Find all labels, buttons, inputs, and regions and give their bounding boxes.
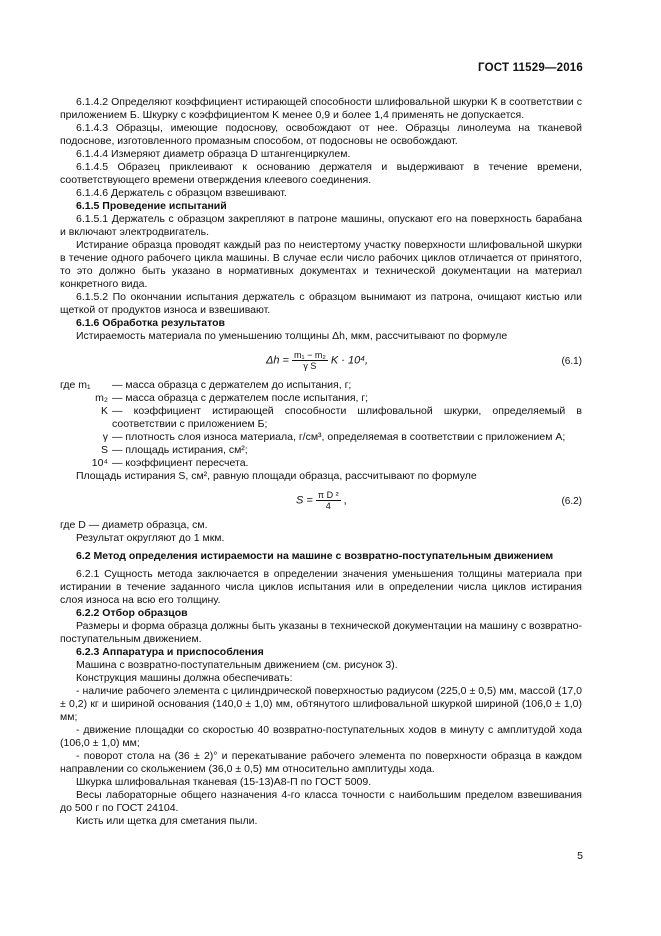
heading-6-1-6: 6.1.6 Обработка результатов [76, 317, 225, 329]
formula-6-1 [60, 346, 582, 376]
definition-symbol: 10⁴ [91, 457, 108, 469]
paragraph-6-2-3-g: Весы лабораторные общего назначения 4-го класса точности с наибольшим пределом взвешивания до 500 г по ГОСТ 24104. [60, 789, 582, 814]
formula-6-1-lhs: Δh = [266, 354, 289, 367]
formula-6-1-denominator: γ S [303, 361, 317, 371]
formula-6-1-rhs: K · 10⁴, [330, 354, 369, 367]
paragraph-6-1-4-5: 6.1.4.5 Образец приклеивают к основанию держателя и выдерживают в течение времени, соответствующего времени отверждения клеевого соединения. [60, 161, 582, 186]
definition-item [60, 392, 582, 405]
paragraph-6-1-4-4: 6.1.4.4 Измеряют диаметр образца D штангенциркулем. [76, 148, 351, 160]
paragraph-6-1-4-6: 6.1.4.6 Держатель с образцом взвешивают. [76, 187, 287, 199]
formula-6-1-fraction [292, 350, 328, 371]
definitions-list [60, 379, 582, 470]
formula-6-2 [60, 486, 582, 516]
paragraph-6-2-3-f: Шкурка шлифовальная тканевая (15-13)А8-П по ГОСТ 5009. [76, 776, 372, 788]
paragraph-6-2-3-e: - поворот стола на (36 ± 2)° и перекатывание рабочего элемента по поверхности образца в каждом направлении со скольжением (36,0 ± 0,5) мм относительно амплитуды хода. [60, 750, 582, 775]
definition-symbol: где m₁ [60, 379, 91, 391]
paragraph-6-1-4-2: 6.1.4.2 Определяют коэффициент истирающей способности шлифовальной шкурки K в соответствии с приложением Б. Шкурку с коэффициентом K менее 0,9 и более 1,4 применять не допускается. [60, 96, 582, 121]
definition-item [60, 444, 582, 457]
paragraph-6-2-3-c: - наличие рабочего элемента с цилиндрической поверхностью радиусом (225,0 ± 0,5) мм, массой (17,0 ± 0,2) кг и шириной основания (140,0 ± 1,0) мм, обтянутого шлифовальной шкуркой шириной (106,0 ± 1,0) мм; [60, 685, 582, 723]
paragraph-6-1-5-2: 6.1.5.2 По окончании испытания держатель с образцом вынимают из патрона, очищают кистью или щеткой от продуктов износа и взвешивают. [60, 291, 582, 316]
heading-6-2-2: 6.2.2 Отбор образцов [76, 607, 188, 619]
definition-symbol: γ [102, 431, 108, 443]
definition-text: — площадь истирания, см²; [112, 444, 248, 456]
formula-6-2-fraction [316, 490, 341, 511]
document-body [60, 96, 582, 828]
definition-item [60, 431, 582, 444]
formula-6-1-numerator: m₁ − m₂ [294, 350, 326, 360]
paragraph-6-2-3-h: Кисть или щетка для сметания пыли. [76, 815, 258, 827]
definition-text: — плотность слоя износа материала, г/см³, определяемая в соответствии с приложением А; [112, 431, 566, 443]
definition-symbol: S [100, 444, 108, 456]
formula-6-1-number: (6.1) [561, 356, 582, 367]
definition-text: — коэффициент истирающей способности шлифовальной шкурки, определяемый в соответствии с приложением Б; [112, 405, 582, 430]
paragraph-round: Результат округляют до 1 мкм. [76, 532, 225, 544]
definition-symbol: m₂ [95, 392, 108, 404]
formula-6-2-lhs: S = [296, 494, 313, 507]
definition-symbol: K [100, 405, 108, 417]
heading-6-1-5: 6.1.5 Проведение испытаний [76, 200, 227, 212]
page-number: 5 [577, 850, 583, 862]
formula-6-2-denominator: 4 [325, 501, 331, 511]
heading-6-2-3: 6.2.3 Аппаратура и приспособления [76, 646, 264, 658]
document-header: ГОСТ 11529—2016 [478, 62, 583, 74]
formula-6-1-expression [266, 350, 368, 371]
definition-text: — масса образца с держателем до испытания, г; [112, 379, 352, 391]
paragraph-6-2-2: Размеры и форма образца должны быть указаны в технической документации на машину с возвратно-поступательным движением. [60, 620, 582, 645]
paragraph-6-2-3-a: Машина с возвратно-поступательным движением (см. рисунок 3). [76, 659, 398, 671]
paragraph-where-d: где D — диаметр образца, см. [60, 519, 208, 531]
formula-6-2-numerator: π D ² [317, 490, 339, 500]
paragraph-6-1-5-1: 6.1.5.1 Держатель с образцом закрепляют в патроне машины, опускают его на поверхность барабана и включают электродвигатель. [60, 213, 582, 238]
paragraph-6-1-4-3: 6.1.4.3 Образцы, имеющие подоснову, освобождают от нее. Образцы линолеума на тканевой подоснове, изготовленного промазным способом, от подосновы не освобождают. [60, 122, 582, 147]
definition-item [60, 405, 582, 431]
formula-6-2-expression [296, 490, 347, 511]
paragraph-6-2-3-d: - движение площадки со скоростью 40 возвратно-поступательных ходов в минуту с амплитудой хода (106,0 ± 1,0) мм; [60, 724, 582, 749]
definition-text: — масса образца с держателем после испытания, г; [112, 392, 369, 404]
formula-6-2-rhs: , [343, 494, 347, 507]
paragraph-6-1-5-1-b: Истирание образца проводят каждый раз по неистертому участку поверхности шлифовальной шкурки в течение одного рабочего цикла машины. В случае если число рабочих циклов отличается от принятого, то это должно быть указано в нормативных документах и технической документации на материал конкретного вида. [60, 239, 582, 290]
paragraph-6-2-3-b: Конструкция машины должна обеспечивать: [76, 672, 293, 684]
definition-text: — коэффициент пересчета. [112, 457, 249, 469]
definition-item [60, 457, 582, 470]
definition-item [60, 379, 582, 392]
paragraph-area-intro: Площадь истирания S, см², равную площади образца, рассчитывают по формуле [76, 470, 477, 482]
paragraph-6-1-6-intro: Истираемость материала по уменьшению толщины Δh, мкм, рассчитывают по формуле [76, 330, 508, 342]
heading-6-2: 6.2 Метод определения истираемости на машине с возвратно-поступательным движением [76, 550, 554, 562]
paragraph-6-2-1: 6.2.1 Сущность метода заключается в определении значения уменьшения толщины материала при истирании в течение заданного числа циклов испытания или в определении числа циклов истирания слоя износа на всю его толщину. [60, 568, 582, 606]
formula-6-2-number: (6.2) [561, 496, 582, 507]
